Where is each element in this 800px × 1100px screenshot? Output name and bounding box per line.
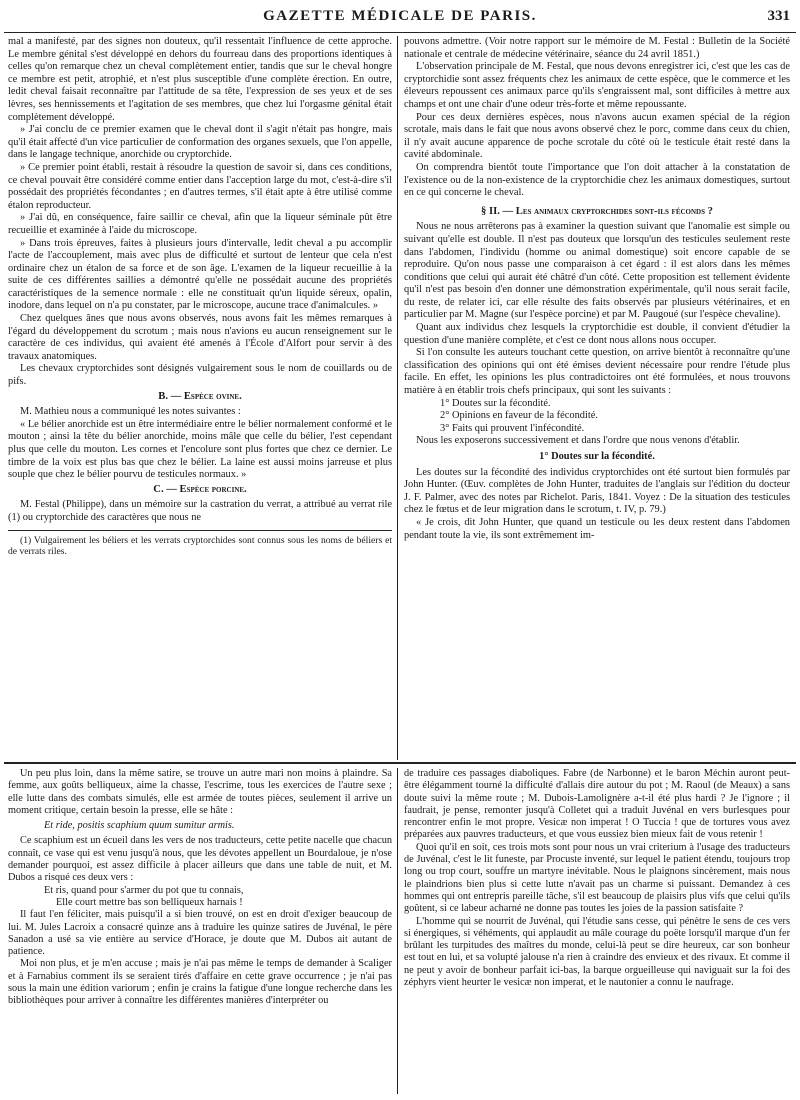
paragraph: Si l'on consulte les auteurs touchant cette question, on arrive bientôt à reconnaître qu'une classification des opinions qui ont été émises devient nécessaire pour rendre l'étude plus facile. En effet, les opinions les plus contradictoires ont été formulées, et nous trouvons matière à en établir trois chefs principaux, qui sont les suivants : bbox=[404, 347, 790, 397]
paragraph: mal a manifesté, par des signes non douteux, qu'il ressentait l'influence de cette approche. Le membre génital s'est développé en dehors du fourreau dans des proportions identiques à celles qu'on remarque chez un cheval complètement entier, tandis que sur le cheval hongre ce membre est petit, atrophié, et n'est plus susceptible d'une complète érection. En outre, ledit cheval faisait reconnaître par l'attitude de sa tête, l'expression de ses yeux et de ses lèvres, ses hennissements et l'agitation de ses membres, que chez lui l'orgasme génital était complètement développé. bbox=[8, 36, 392, 123]
section-heading-fertility: § II. — Les animaux cryptorchides sont-ils féconds ? bbox=[481, 205, 713, 217]
feuilleton-rule bbox=[4, 762, 796, 764]
footnote: (1) Vulgairement les béliers et les verrats cryptorchides sont connus sous les noms de béliers et de verrats riles. bbox=[8, 534, 392, 558]
paragraph: Quant aux individus chez lesquels la cryptorchidie est double, il convient d'étudier la question d'une manière complète, et c'est ce dont nous allons nous occuper. bbox=[404, 322, 790, 346]
paragraph: » Dans trois épreuves, faites à plusieurs jours d'intervalle, ledit cheval a pu accomplir l'acte de l'accouplement, mais avec plus de difficulté et surtout de lenteur que cela n'est ordinaire chez un étalon de sa force et de son âge. L'examen de la liqueur recueillie à la suite de ces différentes saillies a démontré qu'elle ne possédait aucune des propriétés caractéristiques de la semence normale : elle ne constituait qu'un liquide séreux, opalin, inodore, dans lequel on n'a pu constater, par le microscope, aucune trace d'animalcules. » bbox=[8, 237, 392, 312]
paragraph: Ce scaphium est un écueil dans les vers de nos traducteurs, cette petite nacelle que chacun connaît, ce vase qui est venu jusqu'à nous, que les dévotes appellent un Bourdaloue, je n'ose demander pourquoi, est assez difficile à placer ailleurs que dans une table de nuit, et M. Dubos a risqué ces deux vers : bbox=[8, 835, 392, 884]
paragraph: » J'ai conclu de ce premier examen que le cheval dont il s'agit n'était pas hongre, mais qu'il était affecté d'un vice particulier de conformation des organes sexuels, que l'on appelle, dans le langage technique, anorchide ou cryptorchide. bbox=[8, 124, 392, 161]
paragraph: Un peu plus loin, dans la même satire, se trouve un autre mari non moins à plaindre. Sa femme, aux goûts belliqueux, aime la chasse, l'escrime, tous les exercices de l'autre sexe ; elle lutte dans des combats simulés, elle est armée de toutes pièces, seulement il arrive un moment critique, certain besoin la presse, elle se hâte : bbox=[8, 768, 392, 816]
paragraph: M. Mathieu nous a communiqué les notes suivantes : bbox=[20, 406, 241, 418]
header-rule bbox=[4, 32, 796, 33]
paragraph: L'observation principale de M. Festal, que nous devons enregistrer ici, c'est que les cas de cryptorchidie sont assez fréquents chez les animaux de cette espèce, que le commerce et les éleveurs repoussent ces animaux parce qu'ils s'engraissent mal, sont difficiles à mettre aux champs et ont une chair d'une odeur très-forte et même repoussante. bbox=[404, 61, 790, 110]
paragraph: Quoi qu'il en soit, ces trois mots sont pour nous un vrai criterium à l'usage des traducteurs de Juvénal, c'est le lit funeste, par Procuste inventé, sur lequel le patient étendu, toujours trop long ou trop court, souffre un martyre inévitable. Nous le plaignons sincèrement, mais nous le plaindrions bien plus si cette lutte n'avait pas un charme si puissant. Demandez à ces hommes qui ont entrepris pareille tâche, s'il est beaucoup de plaisirs plus vifs que celui qu'ils goûtent, si ce labeur acharné ne donne pas toutes les joies de la passion satisfaite ? bbox=[404, 841, 790, 915]
paragraph: L'homme qui se nourrit de Juvénal, qui l'étudie sans cesse, qui pénètre le sens de ces vers si énergiques, si véhéments, qui applaudit au mâle courage du poëte lorsqu'il marque d'un fer brûlant les turpitudes des maîtres du monde, celui-là peut se dire heureux, car son bonheur est tout en lui, et sa volupté jalouse n'a rien à craindre des envieux et des rivaux. Et comme il ne peut y avoir de bonheur parfait ici-bas, la barque orgueilleuse qui naviguait sur la foi des zéphyrs vient heurter le vesicæ non imperat, et le nautonier a connu le naufrage. bbox=[404, 915, 790, 989]
list-item: 1° Doutes sur la fécondité. bbox=[440, 397, 551, 409]
ovine-quote: « Le bélier anorchide est un être intermédiaire entre le bélier normalement conformé et le mouton ; ainsi la tête du bélier anorchide, moins mâle que celle du bélier, l'est cependant plus que celle du mouton. Les cornes et l'encolure sont plus fortes que chez ce dernier. Le timbre de la voix est plus bas que chez le bélier. La laine est aussi moins jarreuse et plus souple que chez le bélier pourvu de testicules normaux. » bbox=[8, 418, 392, 481]
paragraph: On comprendra bientôt toute l'importance que l'on doit attacher à la constatation de l'existence ou de la non-existence de la cryptorchidie chez les animaux domestiques, surtout en ce qui concerne le cheval. bbox=[404, 161, 790, 199]
column-divider-lower bbox=[397, 768, 398, 1094]
paragraph: Nous ne nous arrêterons pas à examiner la question suivant que l'anomalie est simple ou suivant qu'elle est double. Il n'est pas douteux que lorsqu'un des testicules seulement reste dans l'abdomen, l'individu (homme ou animal domestique) soit encore capable de se reproduire. Qu'on nous passe une comparaison à cet égard : il est alors dans les mêmes conditions que celui qui aurait été châtré d'un côté. Cette proposition est tellement évidente qu'il n'est pas besoin d'en donner une démonstration expérimentale, qu'il nous serait facile, du reste, de relater ici, car elle résulte des faits observés par plusieurs vétérinaires, et en particulier par M. Magne (sur l'espèce porcine) et par M. Paugoué (sur l'espèce chevaline). bbox=[404, 221, 790, 321]
verse-line: Et ris, quand pour s'armer du pot que tu connais, bbox=[44, 884, 244, 896]
paragraph: Chez quelques ânes que nous avons observés, nous avons fait les mêmes remarques à l'égard du développement du scrotum ; mais nous n'avions eu aucun renseignement sur le caractère de ces individus, qui avaient été amenés à l'École d'Alfort pour servir à des travaux anatomiques. bbox=[8, 313, 392, 362]
verse-line: Elle court mettre bas son belliqueux harnais ! bbox=[56, 896, 243, 908]
paragraph: « Je crois, dit John Hunter, que quand un testicule ou les deux restent dans l'abdomen pendant toute la vie, ils sont extrêmement im- bbox=[404, 516, 790, 541]
paragraph: Il faut l'en féliciter, mais puisqu'il a si bien trouvé, on est en droit d'exiger beaucoup de lui. M. Jules Lacroix a consacré quinze ans à traduire les quinze satires de Juvénal, le père Sanadon a usé sa vie entière au service d'Horace, je doute que M. Dubos ait autant de patience. bbox=[8, 909, 392, 958]
section-heading-porcine: C. — Espèce porcine. bbox=[153, 483, 247, 495]
lower-right-column bbox=[404, 768, 790, 989]
upper-right-column bbox=[404, 36, 790, 542]
paragraph: Moi non plus, et je m'en accuse ; mais je n'ai pas même le temps de demander à Scaliger et à Farnabius comment ils se seraient tirés d'affaire en cette grave occurrence ; je n'ai pas sous la main une édition variorum ; enfin je crains la fatigue d'une longue recherche dans les bibliothèques pour arriver à connaître les différentes manières d'interpréter ou bbox=[8, 958, 392, 1007]
paragraph: Nous les exposerons successivement et dans l'ordre que nous venons d'établir. bbox=[416, 435, 740, 447]
paragraph: pouvons admettre. (Voir notre rapport sur le mémoire de M. Festal : Bulletin de la Société nationale et centrale de médecine vétérinaire, séance du 24 avril 1851.) bbox=[404, 36, 790, 60]
section-heading-ovine: B. — Espèce ovine. bbox=[158, 390, 242, 402]
paragraph: » J'ai dû, en conséquence, faire saillir ce cheval, afin que la liqueur séminale pût être recueillie et examinée à l'aide du microscope. bbox=[8, 212, 392, 236]
lower-left-column bbox=[8, 768, 392, 1008]
paragraph: Pour ces deux dernières espèces, nous n'avons aucun examen spécial de la région scrotale, mais dans le fait que nous avons observé chez le porc, comme dans ceux du chien, il n'y avait aucune apparence de poche scrotale du côté où le testicule était resté dans la cavité abdominale. bbox=[404, 111, 790, 161]
list-item: 2° Opinions en faveur de la fécondité. bbox=[440, 410, 598, 422]
column-divider bbox=[397, 36, 398, 760]
page-header bbox=[6, 8, 794, 30]
list-item: 3° Faits qui prouvent l'infécondité. bbox=[440, 422, 585, 434]
paragraph: » Ce premier point établi, restait à résoudre la question de savoir si, dans ces conditions, ce cheval pouvait être considéré comme entier dans l'acception large du mot, c'est-à-dire s'il possédait des propriétés fécondantes ; en d'autres termes, s'il était apte à être utilisé comme étalon reproducteur. bbox=[8, 161, 392, 211]
upper-left-column bbox=[8, 36, 392, 558]
paragraph: Les chevaux cryptorchides sont désignés vulgairement sous le nom de couillards ou de pifs. bbox=[8, 363, 392, 388]
page-number: 331 bbox=[767, 8, 790, 24]
journal-title: GAZETTE MÉDICALE DE PARIS. bbox=[263, 8, 537, 24]
paragraph: M. Festal (Philippe), dans un mémoire sur la castration du verrat, a attribué au verrat rile (1) ou cryptorchide des caractères que nous ne bbox=[8, 499, 392, 523]
latin-verse: Et ride, positis scaphium quum sumitur armis. bbox=[44, 820, 235, 832]
subheading-doubts: 1° Doutes sur la fécondité. bbox=[539, 451, 655, 462]
footnote-rule bbox=[8, 530, 392, 531]
paragraph: Les doutes sur la fécondité des individus cryptorchides ont été surtout bien formulés par John Hunter. (Œuv. complètes de John Hunter, traduites de l'anglais sur l'édition du docteur J. F. Palmer, avec des notes par Richelot. Paris, 1841. Voyez : De la situation des testicules chez le fœtus et de leur migration dans le scrotum, t. IV, p. 79.) bbox=[404, 466, 790, 516]
paragraph: de traduire ces passages diaboliques. Fabre (de Narbonne) et le baron Méchin auront peut-être élégamment tourné la difficulté d'allais dire autour du pot ; M. Raoul (de Meaux) a sans doute suivi la même route ; M. Dubois-Lamolignère a-t-il été plus hardi ? Je l'ignore ; il faudrait, je pense, remonter jusqu'à Colletet qui a traduit Juvénal en vers burlesques pour rencontrer enfin le mot propre. Vesicæ non imperat ! O Tuccia ! que de tortures vous avez préparées aux pauvres traducteurs, et que vous eussiez bien mieux fait de vous retenir ! bbox=[404, 768, 790, 841]
